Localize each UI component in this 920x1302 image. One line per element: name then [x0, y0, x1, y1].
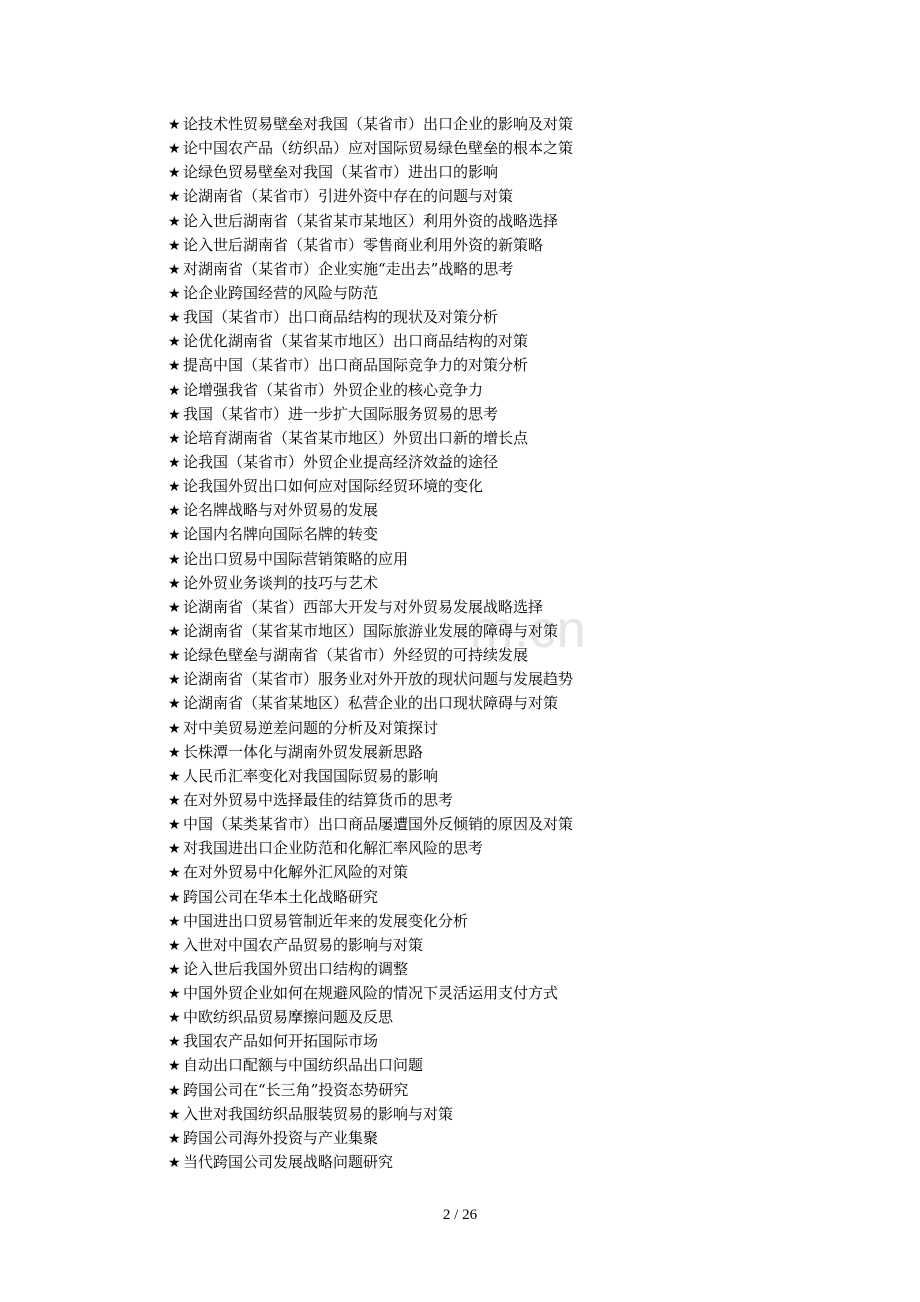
topic-text: 入世对中国农产品贸易的影响与对策 — [183, 935, 424, 954]
list-item — [168, 353, 573, 377]
star-bullet-icon: ★ — [168, 575, 181, 592]
topic-text: 论入世后湖南省（某省市）零售商业利用外资的新策略 — [183, 235, 544, 254]
list-item — [168, 136, 573, 160]
list-item — [168, 643, 573, 667]
topic-text: 论湖南省（某省市）引进外资中存在的问题与对策 — [183, 187, 514, 206]
list-item — [168, 1078, 573, 1102]
star-bullet-icon: ★ — [168, 358, 181, 375]
list-item — [168, 1029, 573, 1053]
topic-text: 在对外贸易中化解外汇风险的对策 — [183, 863, 409, 882]
star-bullet-icon: ★ — [168, 382, 181, 399]
topic-text: 论中国农产品（纺织品）应对国际贸易绿色壁垒的根本之策 — [183, 139, 574, 158]
topic-text: 当代跨国公司发展战略问题研究 — [183, 1153, 394, 1172]
topic-text: 中国外贸企业如何在规避风险的情况下灵活运用支付方式 — [183, 984, 559, 1003]
list-item — [168, 957, 573, 981]
star-bullet-icon: ★ — [168, 937, 181, 954]
topic-text: 论绿色壁垒与湖南省（某省市）外经贸的可持续发展 — [183, 646, 529, 665]
list-item — [168, 691, 573, 715]
list-item — [168, 209, 573, 233]
star-bullet-icon: ★ — [168, 744, 181, 761]
list-item — [168, 667, 573, 691]
list-item — [168, 1150, 573, 1174]
star-bullet-icon: ★ — [168, 1058, 181, 1075]
star-bullet-icon: ★ — [168, 986, 181, 1003]
topic-text: 论湖南省（某省某市地区）国际旅游业发展的障碍与对策 — [183, 621, 559, 640]
topic-text: 提高中国（某省市）出口商品国际竞争力的对策分析 — [183, 356, 529, 375]
topic-text: 论入世后我国外贸出口结构的调整 — [183, 959, 409, 978]
star-bullet-icon: ★ — [168, 551, 181, 568]
topic-text: 跨国公司海外投资与产业集聚 — [183, 1128, 379, 1147]
list-item — [168, 233, 573, 257]
star-bullet-icon: ★ — [168, 1155, 181, 1172]
star-bullet-icon: ★ — [168, 334, 181, 351]
star-bullet-icon: ★ — [168, 310, 181, 327]
star-bullet-icon: ★ — [168, 817, 181, 834]
star-bullet-icon: ★ — [168, 1034, 181, 1051]
list-item — [168, 933, 573, 957]
star-bullet-icon: ★ — [168, 406, 181, 423]
list-item — [168, 257, 573, 281]
topic-text: 中欧纺织品贸易摩擦问题及反思 — [183, 1008, 394, 1027]
star-bullet-icon: ★ — [168, 672, 181, 689]
topic-text: 论我国外贸出口如何应对国际经贸环境的变化 — [183, 477, 484, 496]
topic-text: 论湖南省（某省某地区）私营企业的出口现状障碍与对策 — [183, 694, 559, 713]
topic-text: 论我国（某省市）外贸企业提高经济效益的途径 — [183, 452, 499, 471]
topic-text: 论技术性贸易壁垒对我国（某省市）出口企业的影响及对策 — [183, 115, 574, 133]
topic-text: 论国内名牌向国际名牌的转变 — [183, 525, 379, 544]
list-item — [168, 498, 573, 522]
topic-text: 跨国公司在“长三角”投资态势研究 — [183, 1080, 409, 1099]
star-bullet-icon: ★ — [168, 503, 181, 520]
star-bullet-icon: ★ — [168, 1130, 181, 1147]
list-item — [168, 450, 573, 474]
list-item — [168, 1053, 573, 1077]
star-bullet-icon: ★ — [168, 1010, 181, 1027]
star-bullet-icon: ★ — [168, 189, 181, 206]
topic-text: 跨国公司在华本土化战略研究 — [183, 887, 379, 906]
topic-text: 自动出口配额与中国纺织品出口问题 — [183, 1056, 424, 1075]
list-item — [168, 571, 573, 595]
topic-text: 我国农产品如何开拓国际市场 — [183, 1032, 379, 1051]
topic-list — [168, 112, 573, 1174]
list-item — [168, 281, 573, 305]
topic-text: 论企业跨国经营的风险与防范 — [183, 283, 379, 302]
list-item — [168, 184, 573, 208]
list-item — [168, 329, 573, 353]
star-bullet-icon: ★ — [168, 841, 181, 858]
star-bullet-icon: ★ — [168, 648, 181, 665]
topic-text: 人民币汇率变化对我国国际贸易的影响 — [183, 766, 439, 785]
topic-text: 对湖南省（某省市）企业实施“走出去”战略的思考 — [183, 259, 514, 278]
topic-text: 论出口贸易中国际营销策略的应用 — [183, 549, 409, 568]
topic-text: 我国（某省市）进一步扩大国际服务贸易的思考 — [183, 404, 499, 423]
star-bullet-icon: ★ — [168, 1106, 181, 1123]
list-item — [168, 981, 573, 1005]
topic-text: 对中美贸易逆差问题的分析及对策探讨 — [183, 718, 439, 737]
star-bullet-icon: ★ — [168, 454, 181, 471]
star-bullet-icon: ★ — [168, 961, 181, 978]
star-bullet-icon: ★ — [168, 165, 181, 182]
star-bullet-icon: ★ — [168, 261, 181, 278]
list-item — [168, 474, 573, 498]
list-item — [168, 619, 573, 643]
page-number: 2 / 26 — [442, 1207, 478, 1223]
list-item — [168, 1126, 573, 1150]
list-item — [168, 426, 573, 450]
star-bullet-icon: ★ — [168, 430, 181, 447]
list-item — [168, 788, 573, 812]
topic-text: 对我国进出口企业防范和化解汇率风险的思考 — [183, 839, 484, 858]
list-item — [168, 595, 573, 619]
star-bullet-icon: ★ — [168, 865, 181, 882]
star-bullet-icon: ★ — [168, 889, 181, 906]
star-bullet-icon: ★ — [168, 479, 181, 496]
watermark: m.cn — [470, 601, 587, 659]
topic-text: 论增强我省（某省市）外贸企业的核心竞争力 — [183, 380, 484, 399]
topic-text: 论外贸业务谈判的技巧与艺术 — [183, 573, 379, 592]
star-bullet-icon: ★ — [168, 720, 181, 737]
star-bullet-icon: ★ — [168, 768, 181, 785]
topic-text: 论培育湖南省（某省某市地区）外贸出口新的增长点 — [183, 428, 529, 447]
topic-text: 中国（某类某省市）出口商品屡遭国外反倾销的原因及对策 — [183, 815, 574, 834]
list-item — [168, 740, 573, 764]
list-item — [168, 764, 573, 788]
star-bullet-icon: ★ — [168, 623, 181, 640]
star-bullet-icon: ★ — [168, 237, 181, 254]
list-item — [168, 716, 573, 740]
list-item — [168, 160, 573, 184]
star-bullet-icon: ★ — [168, 213, 181, 230]
list-item — [168, 522, 573, 546]
topic-text: 论入世后湖南省（某省某市某地区）利用外资的战略选择 — [183, 211, 559, 230]
star-bullet-icon: ★ — [168, 527, 181, 544]
list-item — [168, 812, 573, 836]
list-item — [168, 909, 573, 933]
star-bullet-icon: ★ — [168, 913, 181, 930]
topic-text: 论名牌战略与对外贸易的发展 — [183, 501, 379, 520]
topic-text: 我国（某省市）出口商品结构的现状及对策分析 — [183, 308, 499, 327]
list-item — [168, 860, 573, 884]
list-item — [168, 112, 573, 136]
star-bullet-icon: ★ — [168, 599, 181, 616]
topic-text: 中国进出口贸易管制近年来的发展变化分析 — [183, 911, 469, 930]
star-bullet-icon: ★ — [168, 696, 181, 713]
topic-text: 论湖南省（某省市）服务业对外开放的现状问题与发展趋势 — [183, 670, 574, 689]
topic-text: 论湖南省（某省）西部大开发与对外贸易发展战略选择 — [183, 597, 544, 616]
list-item — [168, 885, 573, 909]
topic-text: 论优化湖南省（某省某市地区）出口商品结构的对策 — [183, 332, 529, 351]
topic-text: 论绿色贸易壁垒对我国（某省市）进出口的影响 — [183, 163, 499, 182]
star-bullet-icon: ★ — [168, 285, 181, 302]
topic-text: 在对外贸易中选择最佳的结算货币的思考 — [183, 790, 454, 809]
list-item — [168, 836, 573, 860]
list-item — [168, 1005, 573, 1029]
topic-text: 入世对我国纺织品服装贸易的影响与对策 — [183, 1104, 454, 1123]
star-bullet-icon: ★ — [168, 1082, 181, 1099]
list-item — [168, 305, 573, 329]
star-bullet-icon: ★ — [168, 141, 181, 158]
star-bullet-icon: ★ — [168, 792, 181, 809]
topic-text: 长株潭一体化与湖南外贸发展新思路 — [183, 742, 424, 761]
list-item — [168, 402, 573, 426]
star-bullet-icon: ★ — [168, 117, 181, 133]
list-item — [168, 547, 573, 571]
list-item — [168, 378, 573, 402]
list-item — [168, 1102, 573, 1126]
